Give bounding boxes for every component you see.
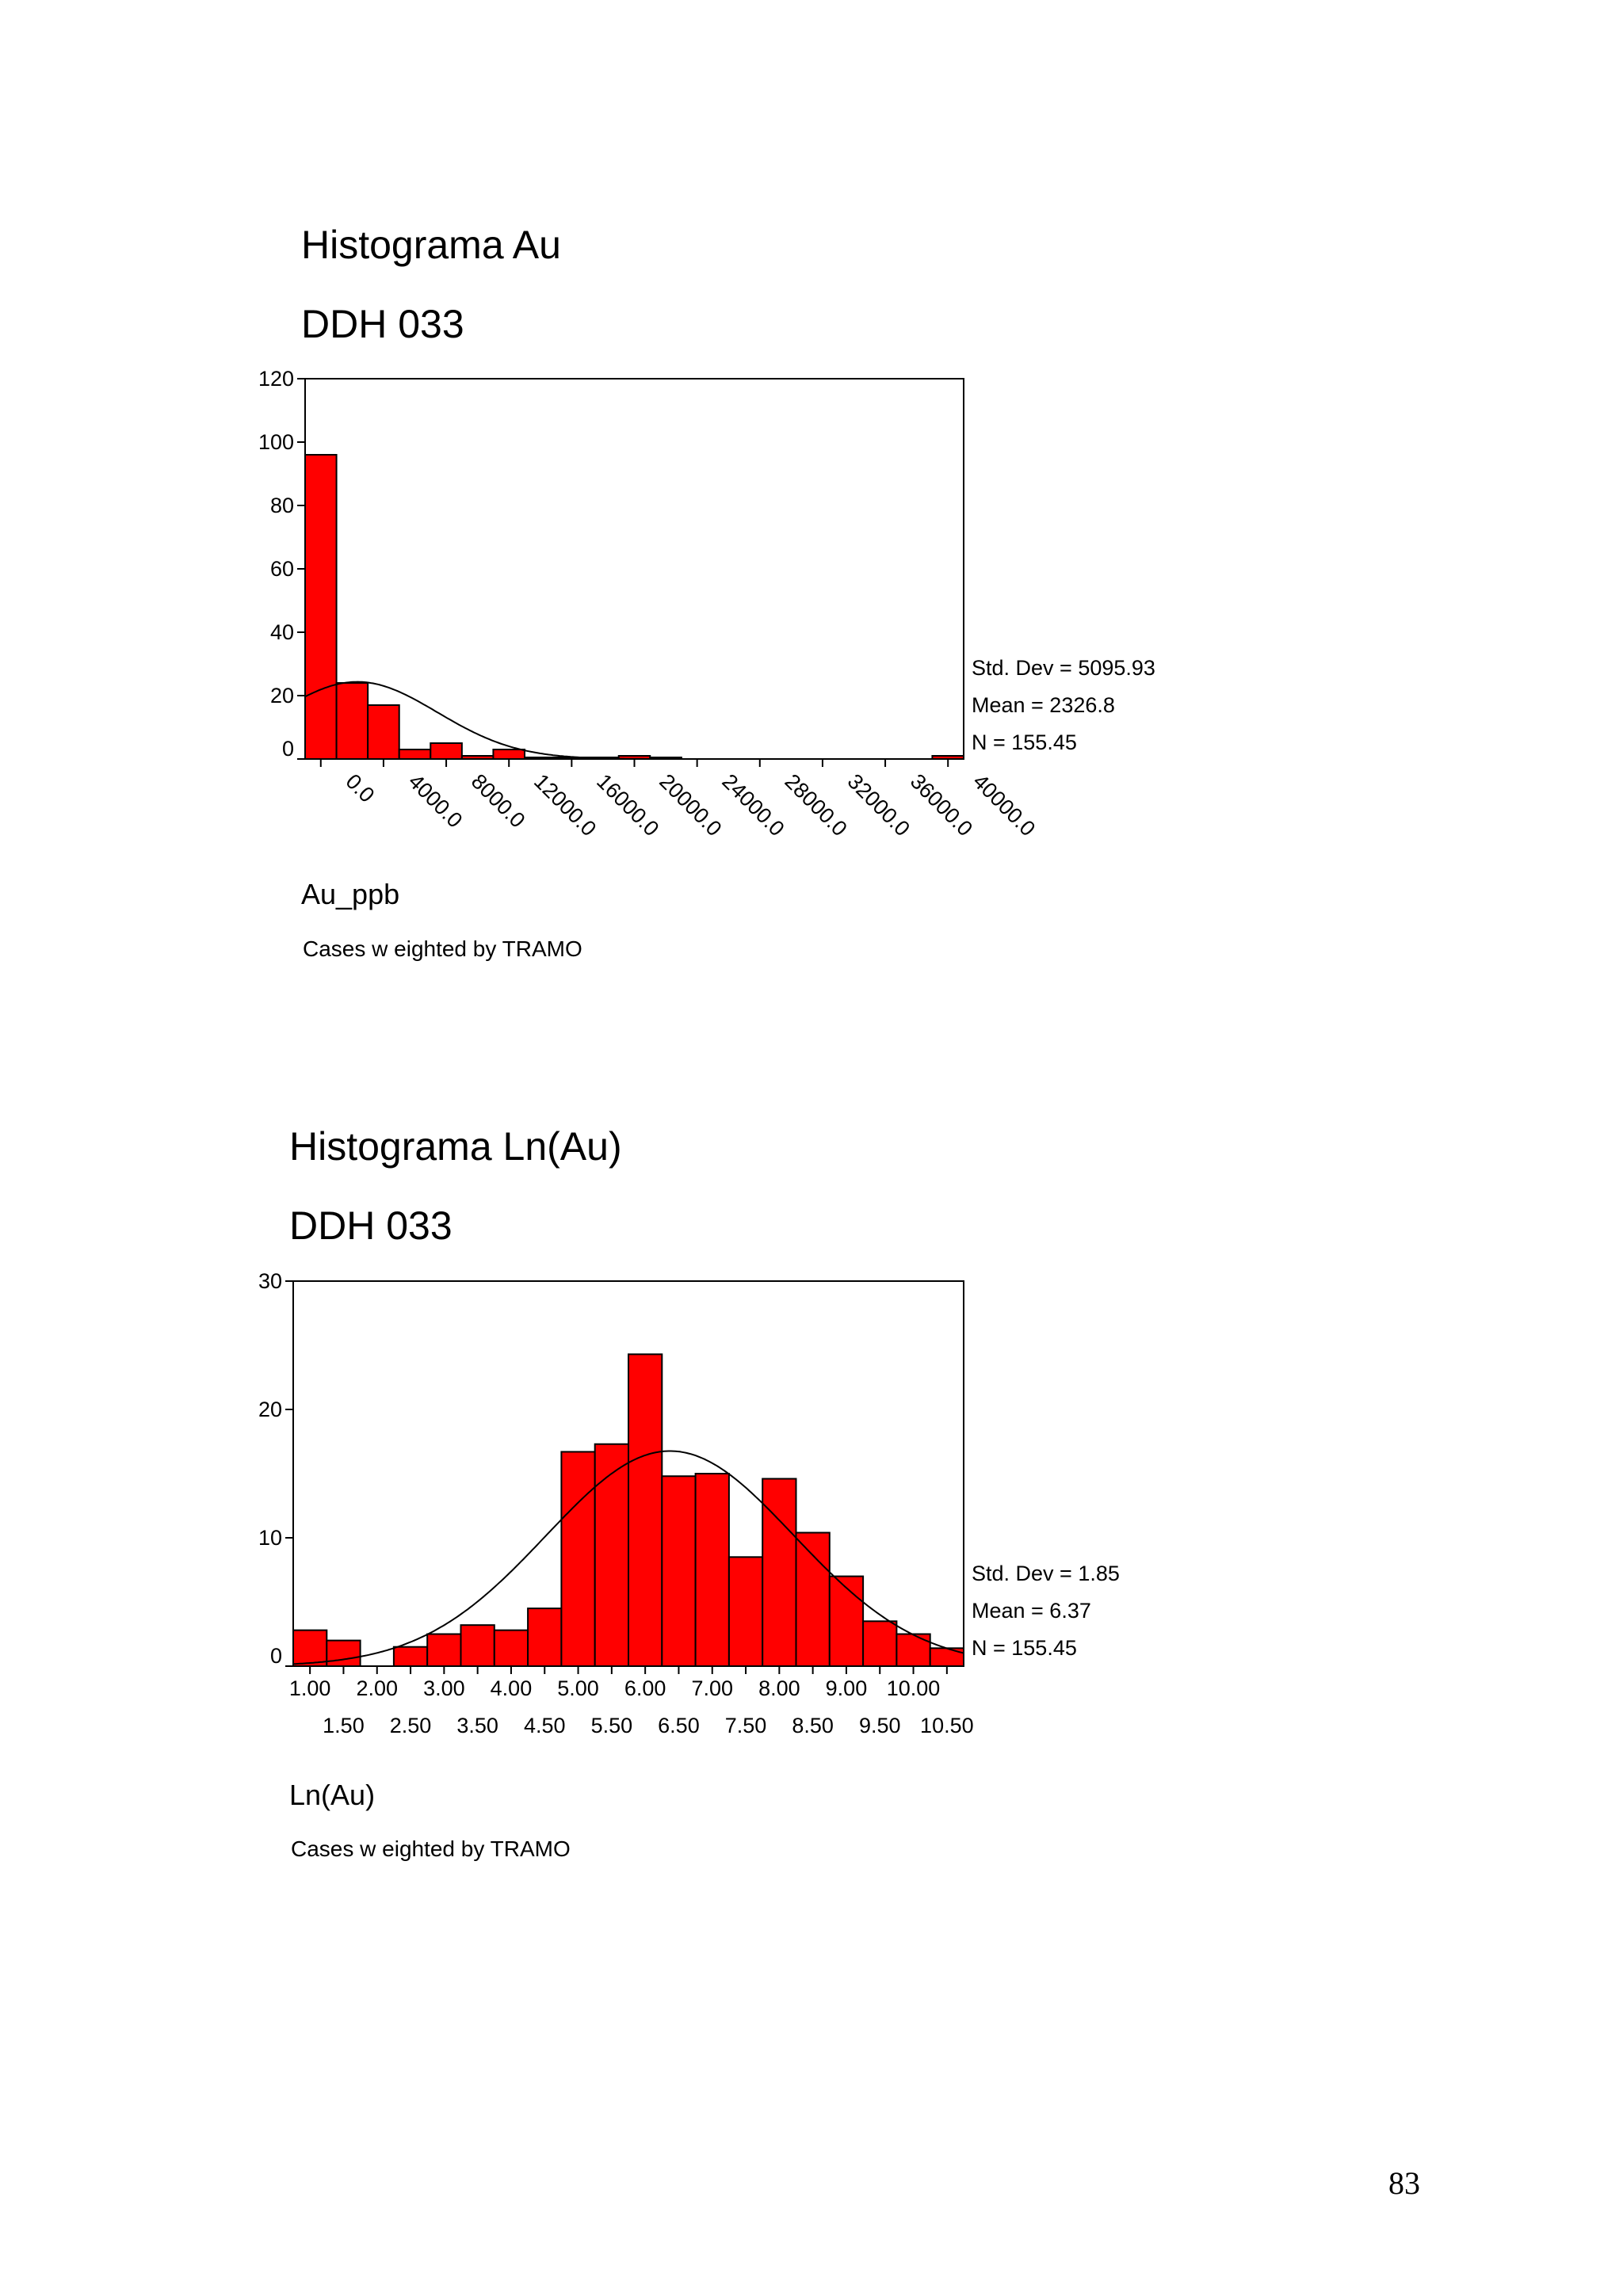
x-tick-label: 9.50 [858,1714,901,1737]
x-tick-label: 2.00 [356,1676,399,1700]
histogram-bar [662,1476,695,1666]
histogram-bar [896,1634,930,1667]
chart1-title: Histograma Au [301,223,561,267]
chart2-weight-note: Cases w eighted by TRAMO [291,1836,571,1861]
page-number: 83 [1388,2165,1420,2201]
stat-label: Mean = 2326.8 [972,693,1115,717]
stat-label: Std. Dev = 1.85 [972,1562,1120,1585]
histogram-bar [930,1648,964,1666]
x-tick-label: 3.00 [423,1676,465,1700]
x-tick-label: 16000.0 [592,769,664,841]
chart1-subtitle: DDH 033 [301,302,464,346]
x-tick-label: 1.00 [288,1676,331,1700]
histogram-bar [394,1647,427,1666]
x-tick-label: 7.00 [691,1676,734,1700]
x-tick-label: 4.50 [523,1714,566,1737]
histogram-bar [796,1533,830,1666]
stat-label: Mean = 6.37 [972,1599,1091,1623]
histogram-bar [427,1634,460,1667]
histogram-bar [561,1451,594,1666]
x-tick-label: 5.50 [590,1714,633,1737]
histogram-bar [495,1630,528,1666]
x-tick-label: 8.50 [792,1714,834,1737]
histogram-bar [830,1577,863,1666]
histogram-bar [461,1625,495,1666]
x-tick-label: 5.00 [557,1676,599,1700]
histogram-bar [595,1444,628,1666]
y-tick-label: 20 [269,684,294,707]
y-tick-label: 30 [258,1269,282,1293]
x-tick-label: 0.0 [341,769,380,807]
y-tick-label: 40 [269,620,294,644]
stat-label: N = 155.45 [972,730,1077,754]
x-tick-label: 10.00 [886,1676,941,1700]
x-tick-label: 28000.0 [780,769,852,841]
y-tick-label: 120 [258,367,294,391]
x-tick-label: 12000.0 [529,769,601,841]
x-tick-label: 4000.0 [403,769,468,833]
y-tick-label: 10 [258,1526,282,1550]
x-tick-label: 1.50 [323,1714,365,1737]
x-tick-label: 8.00 [758,1676,800,1700]
stat-label: Std. Dev = 5095.93 [972,656,1155,680]
y-tick-label: 0 [269,1644,282,1668]
y-tick-label: 60 [269,557,294,581]
chart1-weight-note: Cases w eighted by TRAMO [303,936,582,961]
chart1-x-axis-label: Au_ppb [301,878,400,910]
x-tick-label: 6.50 [658,1714,700,1737]
x-tick-label: 8000.0 [466,769,530,833]
x-tick-label: 9.00 [825,1676,868,1700]
histogram-bar [293,1630,327,1666]
histogram-bar [628,1354,662,1666]
y-tick-label: 0 [281,737,294,761]
histogram-bar [863,1621,896,1666]
x-tick-label: 3.50 [456,1714,498,1737]
x-tick-label: 2.50 [389,1714,432,1737]
histogram-bar [762,1478,796,1666]
x-tick-label: 40000.0 [968,769,1041,841]
x-tick-label: 7.50 [724,1714,767,1737]
histogram-bar [327,1641,360,1666]
y-tick-label: 100 [258,430,294,454]
y-tick-label: 80 [269,494,294,517]
x-tick-label: 6.00 [624,1676,666,1700]
histogram-bar [528,1608,561,1666]
y-tick-label: 20 [258,1398,282,1421]
x-tick-label: 36000.0 [905,769,978,841]
x-tick-label: 32000.0 [842,769,915,841]
stat-label: N = 155.45 [972,1636,1077,1660]
x-tick-label: 24000.0 [717,769,789,841]
histogram-bar [696,1474,729,1666]
histogram-bar [729,1557,762,1666]
chart2-x-axis-label: Ln(Au) [289,1779,376,1811]
x-tick-label: 20000.0 [655,769,727,841]
chart2-title: Histograma Ln(Au) [289,1124,622,1169]
chart2-subtitle: DDH 033 [289,1203,453,1248]
x-tick-label: 10.50 [920,1714,974,1737]
x-tick-label: 4.00 [490,1676,533,1700]
